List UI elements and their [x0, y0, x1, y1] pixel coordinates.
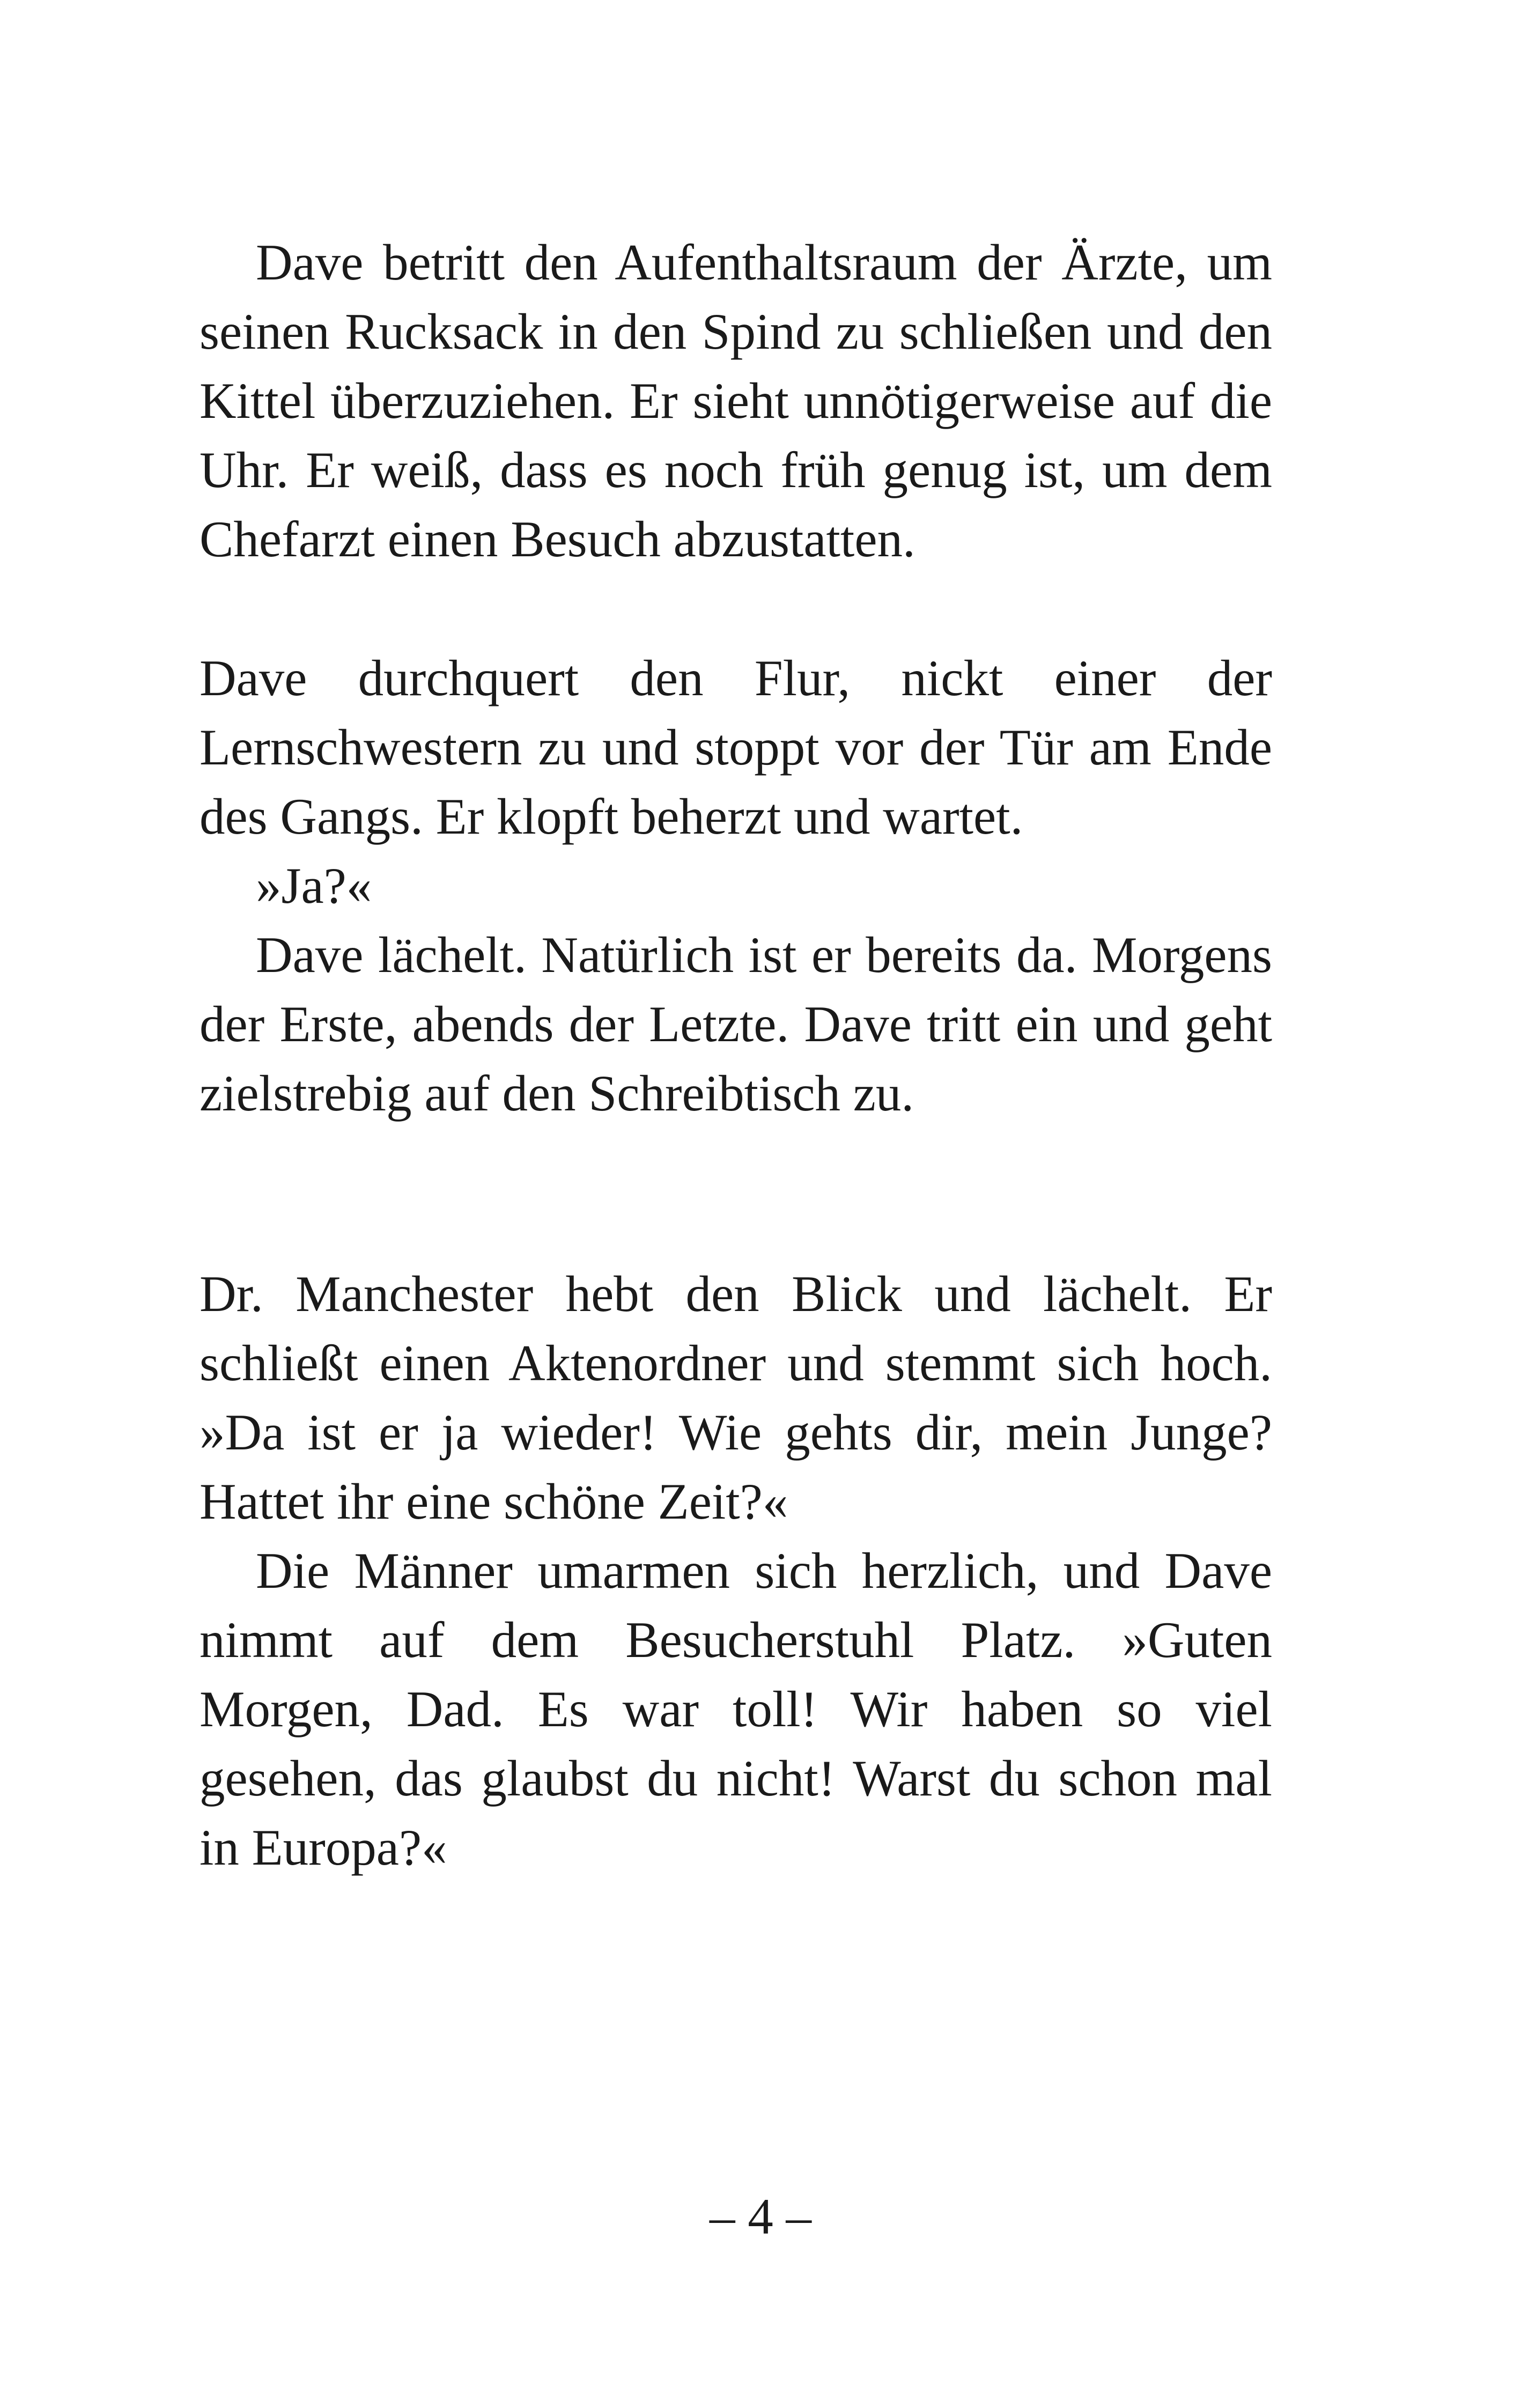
page-number: – 4 – — [710, 2188, 811, 2245]
paragraph: Dave betritt den Aufenthaltsraum der Ärzte, um seinen Rucksack in den Spind zu schließen und den Kittel überzuziehen. Er sieht unnötigerweise auf die Uhr. Er weiß, dass es noch früh genug ist, um dem Chefarzt einen Besuch abzustatten. — [200, 234, 1272, 568]
paragraph: »Ja?« — [256, 857, 372, 914]
text-section-2 — [200, 644, 1272, 1128]
paragraph: Die Männer umarmen sich herzlich, und Dave nimmt auf dem Besucherstuhl Platz. »Guten Morgen, Dad. Es war toll! Wir haben so viel gesehen, das glaubst du nicht! Warst du schon mal in Europa?« — [200, 1542, 1272, 1876]
text-section-3 — [200, 1260, 1272, 1882]
text-section-1 — [200, 228, 1272, 574]
paragraph: Dr. Manchester hebt den Blick und lächelt. Er schließt einen Aktenordner und stemmt sich hoch. »Da ist er ja wieder! Wie gehts dir, mein Junge? Hattet ihr eine schöne Zeit?« — [200, 1265, 1272, 1530]
paragraph: Dave lächelt. Natürlich ist er bereits da. Morgens der Erste, abends der Letzte. Dave tritt ein und geht zielstrebig auf den Schreibtisch zu. — [200, 926, 1272, 1122]
paragraph: Dave durchquert den Flur, nickt einer der Lernschwestern zu und stoppt vor der Tür am Ende des Gangs. Er klopft beherzt und wartet. — [200, 650, 1272, 845]
